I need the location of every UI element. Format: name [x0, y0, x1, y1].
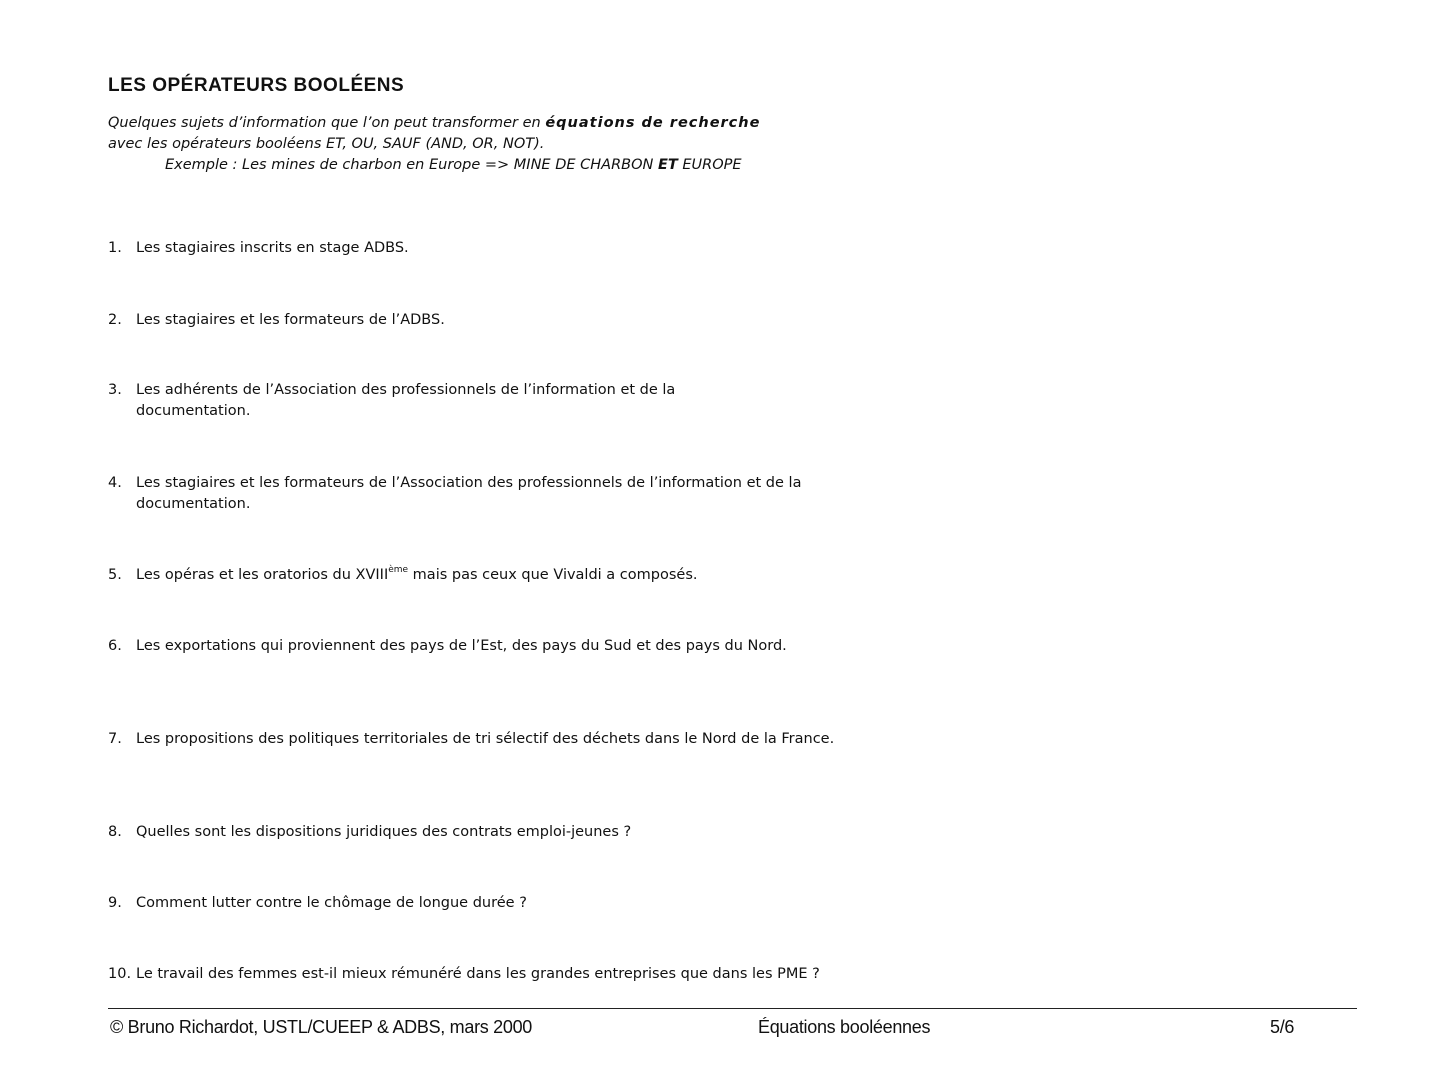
question-item-1: [108, 238, 838, 259]
question-number: 8.: [108, 824, 122, 840]
question-text: Comment lutter contre le chômage de longue durée ?: [136, 895, 527, 911]
footer-copyright: © Bruno Richardot, USTL/CUEEP & ADBS, mars 2000: [110, 1017, 533, 1037]
question-number: 9.: [108, 895, 122, 911]
question-number: 6.: [108, 638, 122, 654]
question-number: 2.: [108, 312, 122, 328]
question-number: 4.: [108, 475, 122, 491]
intro-line2: avec les opérateurs booléens ET, OU, SAUF (AND, OR, NOT).: [108, 136, 545, 152]
example-operator: ET: [657, 157, 678, 173]
footer-page-number: 5/6: [1270, 1017, 1295, 1037]
intro-example: Exemple : Les mines de charbon en Europe => MINE DE CHARBON ET EUROPE: [165, 157, 742, 173]
question-text: Le travail des femmes est-il mieux rémunéré dans les grandes entreprises que dans les PME ?: [136, 966, 820, 982]
question-text: Les adhérents de l’Association des professionnels de l’information et de la documentation.: [136, 382, 676, 419]
question-item-5: [108, 565, 838, 586]
question-number: 1.: [108, 240, 122, 256]
footer-document-title: Équations booléennes: [758, 1017, 931, 1037]
question-item-7: [108, 729, 838, 750]
footer-divider: [108, 1008, 1357, 1009]
question-item-4: [108, 473, 838, 515]
question-item-9: [108, 893, 838, 914]
question-item-3: [108, 380, 838, 422]
question-text: Les stagiaires et les formateurs de l’ADBS.: [136, 312, 445, 328]
question-text: Les stagiaires inscrits en stage ADBS.: [136, 240, 409, 256]
intro-paragraph: [108, 113, 848, 176]
question-item-2: [108, 310, 838, 331]
question-text: Les stagiaires et les formateurs de l’Association des professionnels de l’information et de la documentation.: [136, 475, 802, 512]
page-title: LES OPÉRATEURS BOOLÉENS: [108, 75, 405, 96]
question-item-8: [108, 822, 838, 843]
question-item-6: [108, 636, 838, 657]
question-text: Les propositions des politiques territoriales de tri sélectif des déchets dans le Nord de la France.: [136, 731, 835, 747]
intro-line1: Quelques sujets d’information que l’on peut transformer en équations de recherche: [108, 115, 761, 131]
question-number: 10.: [108, 966, 132, 982]
question-text: Les opéras et les oratorios du XVIIIème mais pas ceux que Vivaldi a composés.: [136, 565, 698, 583]
question-number: 3.: [108, 382, 122, 398]
question-number: 7.: [108, 731, 122, 747]
superscript: ème: [388, 565, 409, 575]
intro-emphasis: équations de recherche: [545, 115, 761, 131]
question-number: 5.: [108, 567, 122, 583]
question-text: Quelles sont les dispositions juridiques des contrats emploi-jeunes ?: [136, 824, 632, 840]
question-text: Les exportations qui proviennent des pays de l’Est, des pays du Sud et des pays du Nord.: [136, 638, 787, 654]
question-item-10: [108, 964, 838, 985]
